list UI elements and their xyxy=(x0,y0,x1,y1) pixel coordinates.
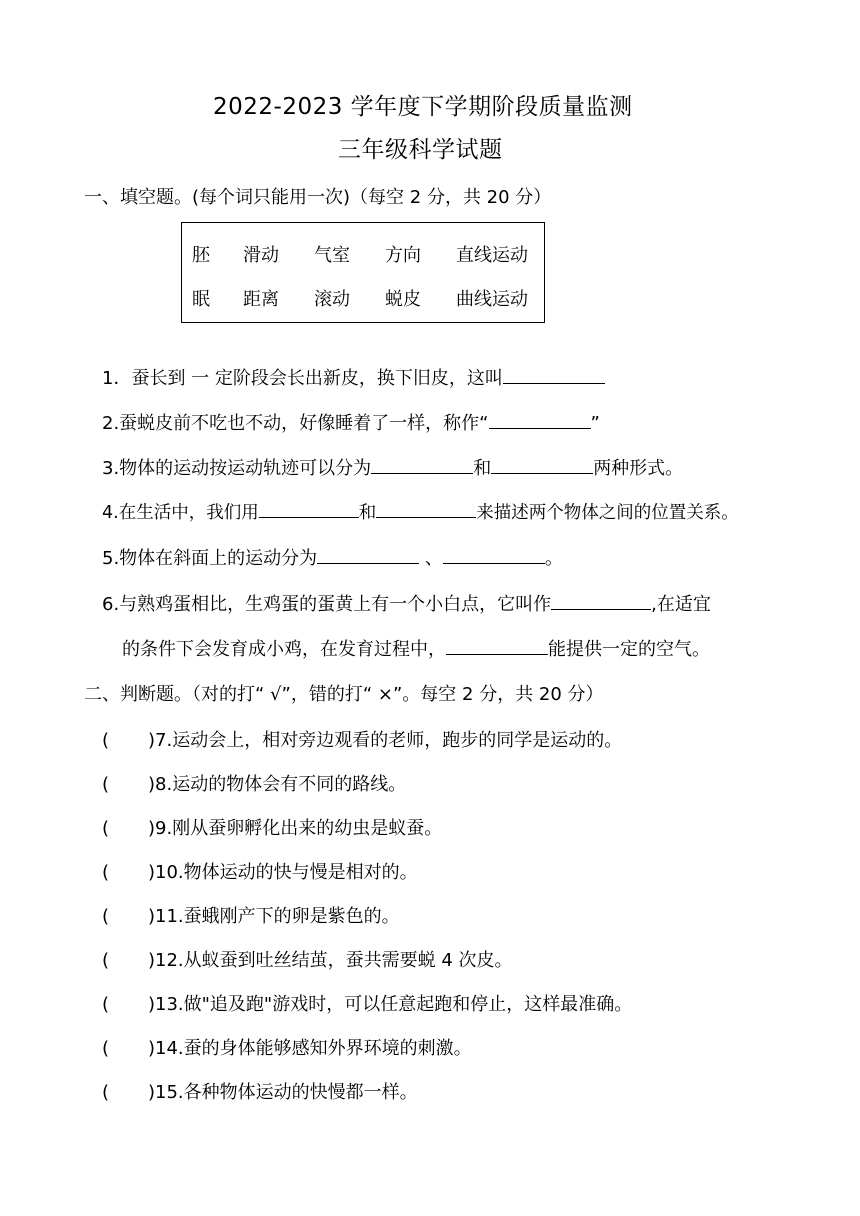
judgment-text: )12.从蚁蚕到吐丝结茧，蚕共需要蜕 4 次皮。 xyxy=(148,950,513,971)
answer-paren[interactable]: ( xyxy=(102,818,110,839)
question-2 xyxy=(102,409,600,435)
question-text: 1．蚕长到 一 定阶段会长出新皮，换下旧皮，这叫 xyxy=(102,368,503,389)
word-bank-item: 方向 xyxy=(385,245,421,266)
word-bank-item: 直线运动 xyxy=(456,245,528,266)
answer-blank[interactable] xyxy=(446,636,548,655)
question-text: 。 xyxy=(544,548,563,569)
question-text: 4.在生活中，我们用 xyxy=(102,503,259,523)
judgment-item xyxy=(102,902,400,928)
answer-paren[interactable]: ( xyxy=(102,1038,110,1059)
question-1 xyxy=(102,364,605,390)
judgment-text: )15.各种物体运动的快慢都一样。 xyxy=(148,1082,418,1103)
question-text: 3.物体的运动按运动轨迹可以分为 xyxy=(102,458,372,479)
answer-paren[interactable]: ( xyxy=(102,906,110,927)
answer-paren[interactable]: ( xyxy=(102,1082,110,1103)
word-bank-box xyxy=(181,222,545,323)
word-bank-item: 距离 xyxy=(243,289,279,310)
word-bank-item: 气室 xyxy=(314,245,350,266)
question-text: 和 xyxy=(358,503,377,523)
answer-blank[interactable] xyxy=(491,455,593,474)
word-bank-item: 眠 xyxy=(192,289,210,310)
judgment-item xyxy=(102,946,513,972)
question-3 xyxy=(102,454,683,480)
section-2-heading: 二、判断题。（对的打“ √”，错的打“ ×”。每空 2 分，共 20 分） xyxy=(84,684,604,705)
question-text: 能提供一定的空气。 xyxy=(548,639,710,660)
judgment-text: )14.蚕的身体能够感知外界环境的刺激。 xyxy=(148,1038,472,1059)
question-text: 2.蚕蜕皮前不吃也不动，好像睡着了一样，称作“ xyxy=(102,413,489,434)
exam-title: 2022-2023 学年度下学期阶段质量监测 xyxy=(213,94,633,120)
judgment-item xyxy=(102,1078,418,1104)
word-bank-item: 蜕皮 xyxy=(385,289,421,310)
answer-paren[interactable]: ( xyxy=(102,862,110,883)
question-text: ,在适宜 xyxy=(651,594,711,615)
judgment-text: )8.运动的物体会有不同的路线。 xyxy=(148,774,407,795)
answer-blank[interactable] xyxy=(443,545,545,564)
question-text: 5.物体在斜面上的运动分为 xyxy=(102,548,318,569)
question-text: 和 xyxy=(473,458,492,479)
judgment-text: )9.刚从蚕卵孵化出来的幼虫是蚁蚕。 xyxy=(148,818,443,839)
question-6 xyxy=(102,590,711,616)
question-text: 两种形式。 xyxy=(593,458,684,479)
question-text: ” xyxy=(590,413,600,434)
answer-blank[interactable] xyxy=(376,499,476,518)
answer-blank[interactable] xyxy=(489,410,591,429)
question-4 xyxy=(102,499,739,524)
answer-blank[interactable] xyxy=(503,365,605,384)
question-text: 、 xyxy=(419,548,443,569)
judgment-item xyxy=(102,770,406,796)
exam-subtitle: 三年级科学试题 xyxy=(338,137,503,163)
judgment-text: )7.运动会上，相对旁边观看的老师，跑步的同学是运动的。 xyxy=(148,730,623,751)
answer-paren[interactable]: ( xyxy=(102,730,110,751)
question-text: 来描述两个物体之间的位置关系。 xyxy=(476,503,739,523)
answer-blank[interactable] xyxy=(259,499,359,518)
question-text: 的条件下会发育成小鸡，在发育过程中， xyxy=(122,639,446,660)
section-1-heading: 一、填空题。(每个词只能用一次)（每空 2 分，共 20 分） xyxy=(84,187,552,208)
judgment-item xyxy=(102,726,622,752)
judgment-item xyxy=(102,814,442,840)
answer-paren[interactable]: ( xyxy=(102,774,110,795)
word-bank-item: 滚动 xyxy=(314,289,350,310)
answer-blank[interactable] xyxy=(371,455,473,474)
judgment-item xyxy=(102,990,632,1016)
word-bank-item: 胚 xyxy=(192,245,210,266)
question-text: 6.与熟鸡蛋相比，生鸡蛋的蛋黄上有一个小白点，它叫作 xyxy=(102,594,552,615)
question-5 xyxy=(102,544,563,570)
judgment-text: )13.做"追及跑"游戏时，可以任意起跑和停止，这样最准确。 xyxy=(148,994,633,1015)
answer-paren[interactable]: ( xyxy=(102,994,110,1015)
judgment-item xyxy=(102,1034,472,1060)
word-bank-item: 曲线运动 xyxy=(456,289,528,310)
answer-paren[interactable]: ( xyxy=(102,950,110,971)
judgment-text: )11.蚕蛾刚产下的卵是紫色的。 xyxy=(148,906,400,927)
word-bank-item: 滑动 xyxy=(243,245,279,266)
judgment-item xyxy=(102,858,418,884)
answer-blank[interactable] xyxy=(317,545,419,564)
answer-blank[interactable] xyxy=(551,591,651,610)
question-6-continued xyxy=(122,635,710,661)
judgment-text: )10.物体运动的快与慢是相对的。 xyxy=(148,862,418,883)
